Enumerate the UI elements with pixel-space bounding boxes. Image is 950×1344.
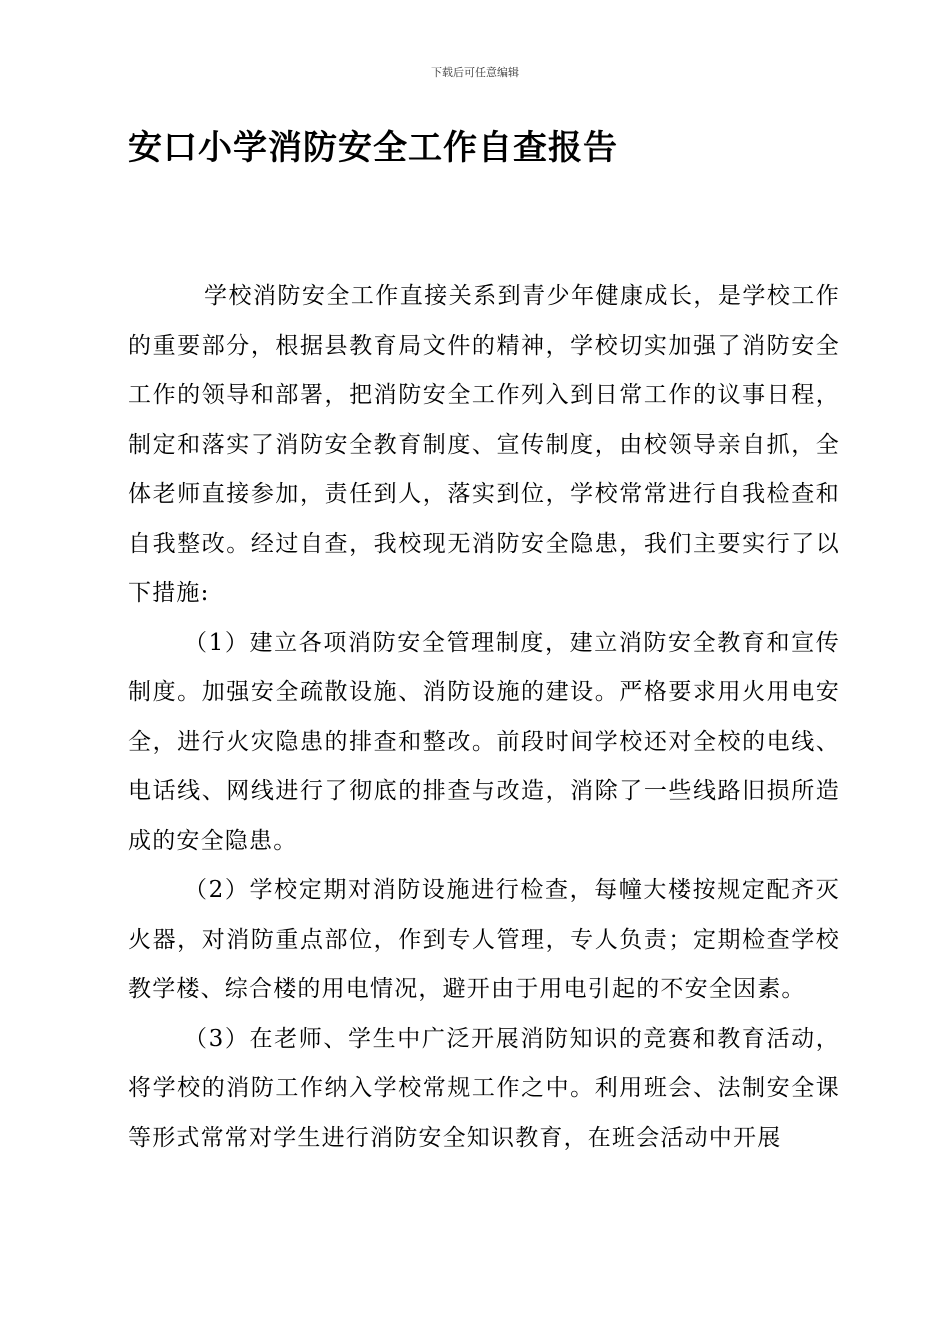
paragraph-measure-1: （1）建立各项消防安全管理制度，建立消防安全教育和宣传制度。加强安全疏散设施、消防设施的建设。严格要求用火用电安全，进行火灾隐患的排查和整改。前段时间学校还对全校的电线、电话线、网线进行了彻底的排查与改造，消除了一些线路旧损所造成的安全隐患。 (128, 629, 840, 854)
document-title: 安口小学消防安全工作自查报告 (128, 128, 618, 168)
header-note: 下载后可任意编辑 (431, 66, 519, 79)
document-body (128, 272, 840, 1163)
paragraph-measure-2: （2）学校定期对消防设施进行检查，每幢大楼按规定配齐灭火器，对消防重点部位，作到专人管理，专人负责；定期检查学校教学楼、综合楼的用电情况，避开由于用电引起的不安全因素。 (128, 877, 840, 1002)
paragraph-intro: 学校消防安全工作直接关系到青少年健康成长，是学校工作的重要部分，根据县教育局文件的精神，学校切实加强了消防安全工作的领导和部署，把消防安全工作列入到日常工作的议事日程，制定和落实了消防安全教育制度、宣传制度，由校领导亲自抓，全体老师直接参加，责任到人，落实到位，学校常常进行自我检查和自我整改。经过自查，我校现无消防安全隐患，我们主要实行了以下措施: (128, 283, 840, 606)
paragraph-measure-3: （3）在老师、学生中广泛开展消防知识的竞赛和教育活动，将学校的消防工作纳入学校常规工作之中。利用班会、法制安全课等形式常常对学生进行消防安全知识教育，在班会活动中开展 (128, 1025, 840, 1151)
